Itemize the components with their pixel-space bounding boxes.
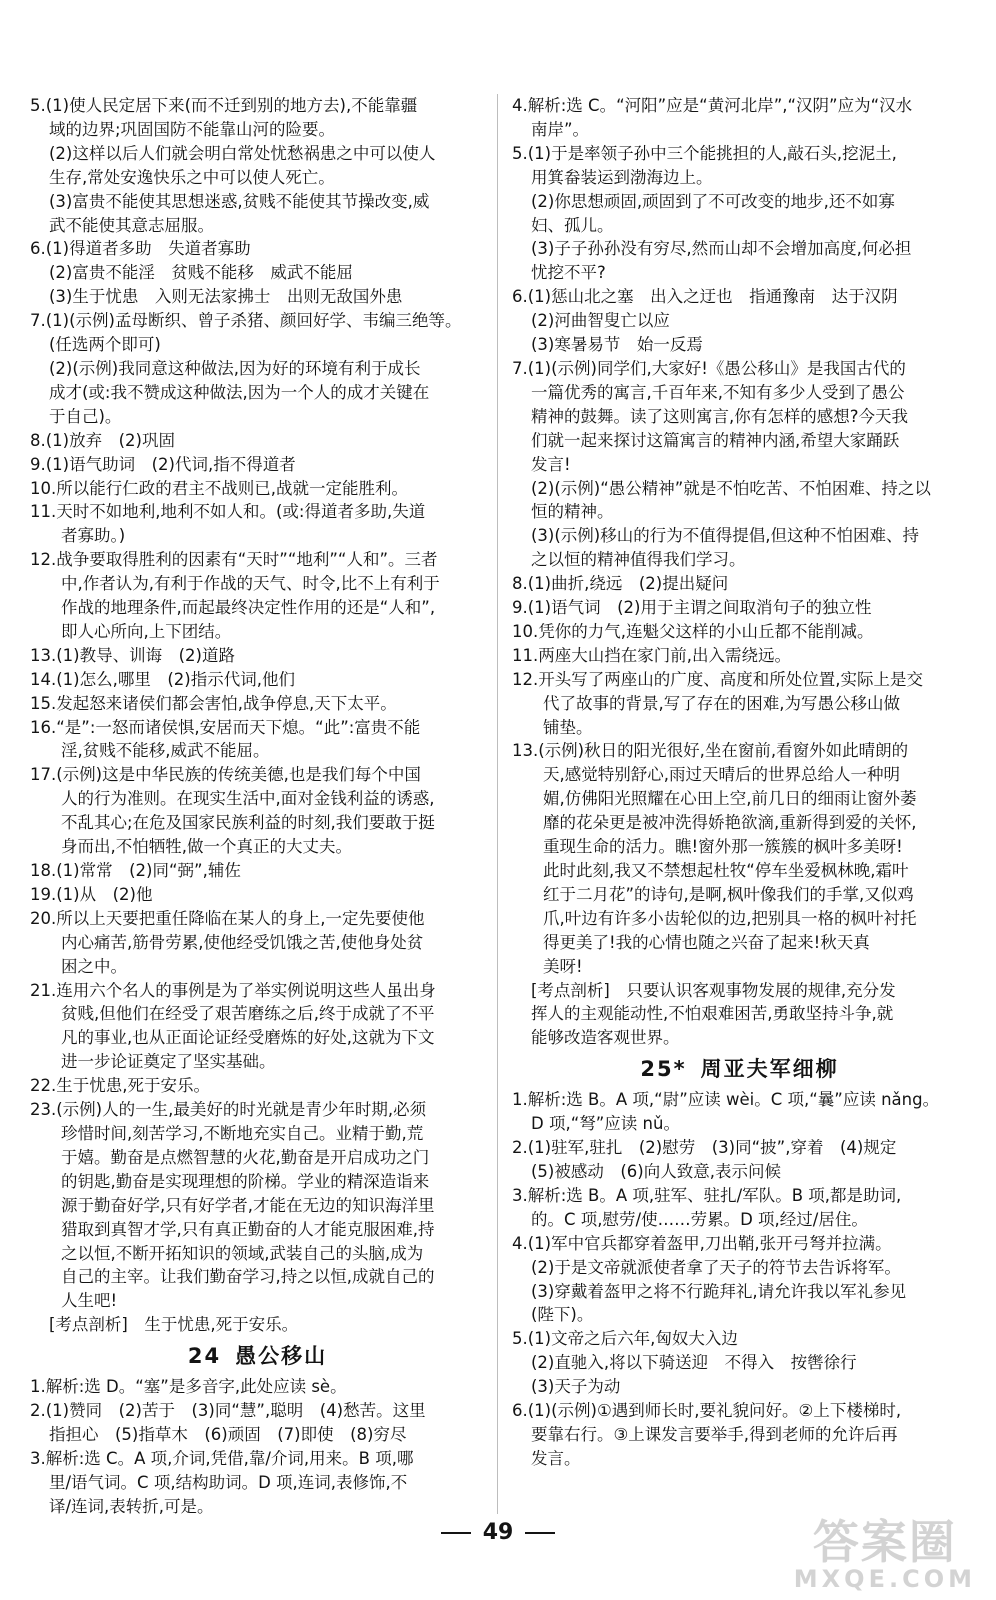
- answer-line: 自己的主宰。让我们勤奋学习,持之以恒,成就自己的: [61, 1267, 435, 1287]
- answer-line: 5.(1)于是率领子孙中三个能挑担的人,敲石头,挖泥土,: [512, 143, 897, 163]
- answer-line: 精神的鼓舞。读了这则寓言,你有怎样的感想?今天我: [531, 406, 909, 426]
- answer-line: 1.解析:选 B。A 项,“尉”应读 wèi。C 项,“曩”应读 nǎng。: [512, 1090, 940, 1110]
- answer-line: 7.(1)(示例)同学们,大家好!《愚公移山》是我国古代的: [512, 358, 906, 378]
- answer-line: 不乱其心;在危及国家民族利益的时刻,我们要敢于挺: [61, 813, 435, 833]
- section-number: 25*: [640, 1057, 687, 1082]
- answer-line: (2)(示例)我同意这种做法,因为好的环境有利于成长: [49, 358, 421, 378]
- answer-line: 即人心所向,上下团结。: [61, 621, 232, 641]
- section-title-text: 愚公移山: [235, 1344, 328, 1369]
- page-number: 49: [482, 1520, 514, 1545]
- answer-line: 珍惜时间,刻苦学习,不断地充实自己。业精于勤,荒: [61, 1123, 424, 1143]
- answer-line: 的钥匙,勤奋是实现理想的阶梯。学业的精深造诣来: [61, 1171, 430, 1191]
- answer-line: 2.(1)赞同 (2)苦于 (3)同“慧”,聪明 (4)愁苦。这里: [30, 1401, 426, 1421]
- answer-line: 淫,贫贱不能移,威武不能屈。: [61, 741, 270, 761]
- answer-line: 9.(1)语气助词 (2)代词,指不得道者: [30, 454, 296, 474]
- answer-line: 6.(1)惩山北之塞 出入之迂也 指通豫南 达于汉阴: [512, 287, 898, 307]
- answer-line: 贫贱,但他们在经受了艰苦磨练之后,终于成就了不平: [61, 1004, 435, 1024]
- answer-line: 20.所以上天要把重任降临在某人的身上,一定先要使他: [30, 908, 425, 928]
- answer-line: 要靠右行。③上课发言要举手,得到老师的允许后再: [531, 1424, 898, 1444]
- answer-line: 美呀!: [543, 956, 583, 976]
- section-number: 24: [187, 1344, 222, 1369]
- answer-line: (2)这样以后人们就会明白常处忧愁祸患之中可以使人: [49, 143, 436, 163]
- section-title: [30, 1337, 485, 1375]
- answer-line: 21.连用六个名人的事例是为了举实例说明这些人虽出身: [30, 980, 436, 1000]
- answer-line: 10.所以能行仁政的君主不战则已,战就一定能胜利。: [30, 478, 408, 498]
- answer-line: 12.开头写了两座山的广度、高度和所处位置,实际上是交: [512, 669, 923, 689]
- answer-line: 7.(1)(示例)孟母断织、曾子杀猪、颜回好学、韦编三绝等。: [30, 311, 462, 331]
- footer-dash-left: [441, 1532, 471, 1534]
- answer-line: 12.战争要取得胜利的因素有“天时”“地利”“人和”。三者: [30, 550, 438, 570]
- answer-line: 6.(1)得道者多助 失道者寡助: [30, 239, 251, 259]
- answer-line: 身而出,不怕牺牲,做一个真正的大丈夫。: [61, 837, 352, 857]
- answer-line: 成才(或:我不赞成这种做法,因为一个人的成才关键在: [49, 382, 430, 402]
- answer-line: (陛下)。: [531, 1305, 594, 1325]
- answer-line: 18.(1)常常 (2)同“弼”,辅佐: [30, 861, 241, 880]
- answer-line: (3)(示例)移山的行为不值得提倡,但这种不怕困难、持: [531, 526, 919, 546]
- answer-line: 之以恒,不断开拓知识的领域,武装自己的头脑,成为: [61, 1243, 424, 1263]
- answer-line: 17.(示例)这是中华民族的传统美德,也是我们每个中国: [30, 765, 421, 785]
- right-column: [512, 94, 967, 1471]
- footer-dash-right: [525, 1532, 555, 1534]
- answer-line: 15.发起怒来诸侯们都会害怕,战争停息,天下太平。: [30, 693, 397, 713]
- answer-line: 忧挖不平?: [531, 263, 606, 283]
- answer-line: 生存,常处安逸快乐之中可以使人死亡。: [49, 167, 335, 187]
- answer-line: 的。C 项,慰劳/使……劳累。D 项,经过/居住。: [531, 1209, 868, 1229]
- answer-line: 中,作者认为,有利于作战的天气、时令,比不上有利于: [61, 574, 440, 594]
- answer-line: 用箕畚装运到渤海边上。: [531, 167, 713, 187]
- answer-line: 发言。: [531, 1448, 581, 1468]
- watermark-logo: [793, 1515, 976, 1593]
- answer-line: 指担心 (5)指草木 (6)顽固 (7)即使 (8)穷尽: [49, 1424, 407, 1444]
- answer-line: 4.(1)军中官兵都穿着盔甲,刀出鞘,张开弓弩并拉满。: [512, 1233, 892, 1253]
- answer-line: 2.(1)驻军,驻扎 (2)慰劳 (3)同“披”,穿着 (4)规定: [512, 1138, 897, 1158]
- answer-line: 里/语气词。C 项,结构助词。D 项,连词,表修饰,不: [49, 1472, 408, 1492]
- answer-line: (2)河曲智叟亡以应: [531, 311, 670, 331]
- answer-line: 得更美了!我的心情也随之兴奋了起来!秋天真: [543, 932, 870, 952]
- answer-line: 进一步论证奠定了坚实基础。: [61, 1052, 276, 1072]
- answer-line: 人的行为准则。在现实生活中,面对金钱利益的诱惑,: [61, 789, 435, 809]
- answer-line: 11.两座大山挡在家门前,出入需绕远。: [512, 645, 791, 665]
- answer-line: 译/连词,表转折,可是。: [49, 1496, 214, 1516]
- answer-line: 1.解析:选 D。“塞”是多音字,此处应读 sè。: [30, 1377, 347, 1397]
- answer-line: (2)直驰入,将以下骑送迎 不得入 按辔徐行: [531, 1353, 857, 1373]
- answer-line: 3.解析:选 C。A 项,介词,凭借,靠/介词,用来。B 项,哪: [30, 1448, 414, 1468]
- watermark-logo-text: 答案圈: [812, 1515, 957, 1569]
- answer-line: 于自己)。: [49, 406, 122, 426]
- answer-line: (3)穿戴着盔甲之将不行跪拜礼,请允许我以军礼参见: [531, 1281, 907, 1301]
- answer-line: 恒的精神。: [531, 502, 614, 522]
- answer-line: 妇、孤儿。: [531, 215, 614, 235]
- answer-line: 8.(1)放弃 (2)巩固: [30, 430, 175, 450]
- answer-line: 16.“是”:一怒而诸侯惧,安居而天下熄。“此”:富贵不能: [30, 717, 421, 737]
- answer-line: (2)于是文帝就派使者拿了天子的符节去告诉将军。: [531, 1257, 901, 1277]
- answer-line: 困之中。: [61, 956, 127, 976]
- answer-line: 23.(示例)人的一生,最美好的时光就是青少年时期,必须: [30, 1100, 427, 1120]
- answer-line: D 项,“弩”应读 nǔ。: [531, 1114, 680, 1134]
- answer-line: 挥人的主观能动性,不怕艰难困苦,勇敢坚持斗争,就: [531, 1004, 894, 1024]
- answer-line: 14.(1)怎么,哪里 (2)指示代词,他们: [30, 669, 295, 689]
- answer-line: 源于勤奋好学,只有好学者,才能在无边的知识海洋里: [61, 1195, 435, 1215]
- answer-line: 武不能使其意志屈服。: [49, 215, 214, 235]
- answer-line: 域的边界;巩固国防不能靠山河的险要。: [49, 119, 336, 139]
- answer-line: 5.(1)使人民定居下来(而不迁到别的地方去),不能靠疆: [30, 96, 418, 115]
- answer-line: 们就一起来探讨这篇寓言的精神内涵,希望大家踊跃: [531, 430, 900, 450]
- answer-line: (3)生于忧患 入则无法家拂士 出则无敌国外患: [49, 287, 403, 307]
- answer-line: 爪,叶边有许多小齿轮似的边,把别具一格的枫叶衬托: [543, 908, 917, 928]
- answer-line: 11.天时不如地利,地利不如人和。(或:得道者多助,失道: [30, 502, 426, 522]
- answer-line: 13.(1)教导、训诲 (2)道路: [30, 645, 235, 665]
- answer-line: 重现生命的活力。瞧!窗外那一簇簇的枫叶多美呀!: [543, 837, 903, 857]
- answer-line: (3)寒暑易节 始一反焉: [531, 335, 703, 355]
- answer-line: 天,感觉特别舒心,雨过天晴后的世界总给人一种明: [543, 765, 900, 785]
- answer-line: 19.(1)从 (2)他: [30, 884, 153, 904]
- answer-line: 能够改造客观世界。: [531, 1028, 680, 1048]
- answer-line: 猎取到真智才学,只有真正勤奋的人才能克服困难,持: [61, 1219, 435, 1239]
- answer-line: 22.生于忧患,死于安乐。: [30, 1076, 210, 1096]
- answer-line: 人生吧!: [61, 1291, 118, 1311]
- answer-line: 靡的花朵更是被冲洗得娇艳欲滴,重新得到爱的关怀,: [543, 813, 917, 833]
- answer-line: 10.凭你的力气,连魁父这样的小山丘都不能削减。: [512, 621, 874, 641]
- answer-line: 4.解析:选 C。“河阳”应是“黄河北岸”,“汉阴”应为“汉水: [512, 96, 913, 115]
- answer-line: 内心痛苦,筋骨劳累,使他经受饥饿之苦,使他身处贫: [61, 932, 424, 952]
- answer-line: (任选两个即可): [49, 335, 161, 355]
- column-divider: [497, 94, 498, 1514]
- answer-line: [考点剖析] 生于忧患,死于安乐。: [49, 1315, 299, 1335]
- answer-line: 于嬉。勤奋是点燃智慧的火花,勤奋是开启成功之门: [61, 1147, 430, 1167]
- answer-line: 发言!: [531, 454, 571, 474]
- answer-line: 5.(1)文帝之后六年,匈奴大入边: [512, 1329, 738, 1349]
- answer-line: 者寡助。): [61, 526, 126, 546]
- answer-line: (2)富贵不能淫 贫贱不能移 威武不能屈: [49, 263, 353, 283]
- answer-line: 9.(1)语气词 (2)用于主谓之间取消句子的独立性: [512, 598, 872, 618]
- answer-line: 13.(示例)秋日的阳光很好,坐在窗前,看窗外如此晴朗的: [512, 741, 909, 761]
- answer-line: (2)你思想顽固,顽固到了不可改变的地步,还不如寡: [531, 191, 895, 211]
- answer-line: 南岸”。: [531, 119, 590, 139]
- answer-line: (3)天子为动: [531, 1377, 621, 1397]
- answer-line: 作战的地理条件,而起最终决定性作用的还是“人和”,: [61, 598, 436, 618]
- left-column: [30, 94, 485, 1519]
- answer-line: 3.解析:选 B。A 项,驻军、驻扎/军队。B 项,都是助词,: [512, 1185, 902, 1205]
- answer-line: (2)(示例)“愚公精神”就是不怕吃苦、不怕困难、持之以: [531, 478, 931, 498]
- answer-line: 8.(1)曲折,绕远 (2)提出疑问: [512, 574, 729, 594]
- watermark-domain: MXQE.COM: [793, 1565, 976, 1593]
- answer-line: (3)富贵不能使其思想迷惑,贫贱不能使其节操改变,威: [49, 191, 430, 211]
- answer-line: 媚,仿佛阳光照耀在心田上空,前几日的细雨让窗外萎: [543, 789, 917, 809]
- section-title: [512, 1050, 967, 1088]
- answer-line: 之以恒的精神值得我们学习。: [531, 550, 746, 570]
- answer-line: (3)子子孙孙没有穷尽,然而山却不会增加高度,何必担: [531, 239, 912, 259]
- answer-line: [考点剖析] 只要认识客观事物发展的规律,充分发: [531, 980, 896, 1000]
- answer-line: (5)被感动 (6)向人致意,表示问候: [531, 1161, 781, 1181]
- answer-line: 红于二月花”的诗句,是啊,枫叶像我们的手掌,又似鸡: [543, 884, 914, 904]
- answer-line: 铺垫。: [543, 717, 593, 737]
- answer-line: 此时此刻,我又不禁想起杜牧“停车坐爱枫林晚,霜叶: [543, 861, 909, 880]
- answer-line: 代了故事的背景,写了存在的困难,为写愚公移山做: [543, 693, 900, 713]
- answer-line: 凡的事业,也从正面论证经受磨炼的好处,这就为下文: [61, 1028, 435, 1048]
- section-title-text: 周亚夫军细柳: [700, 1057, 839, 1082]
- answer-line: 一篇优秀的寓言,千百年来,不知有多少人受到了愚公: [531, 382, 905, 402]
- answer-line: 6.(1)(示例)①遇到师长时,要礼貌问好。②上下楼梯时,: [512, 1401, 902, 1421]
